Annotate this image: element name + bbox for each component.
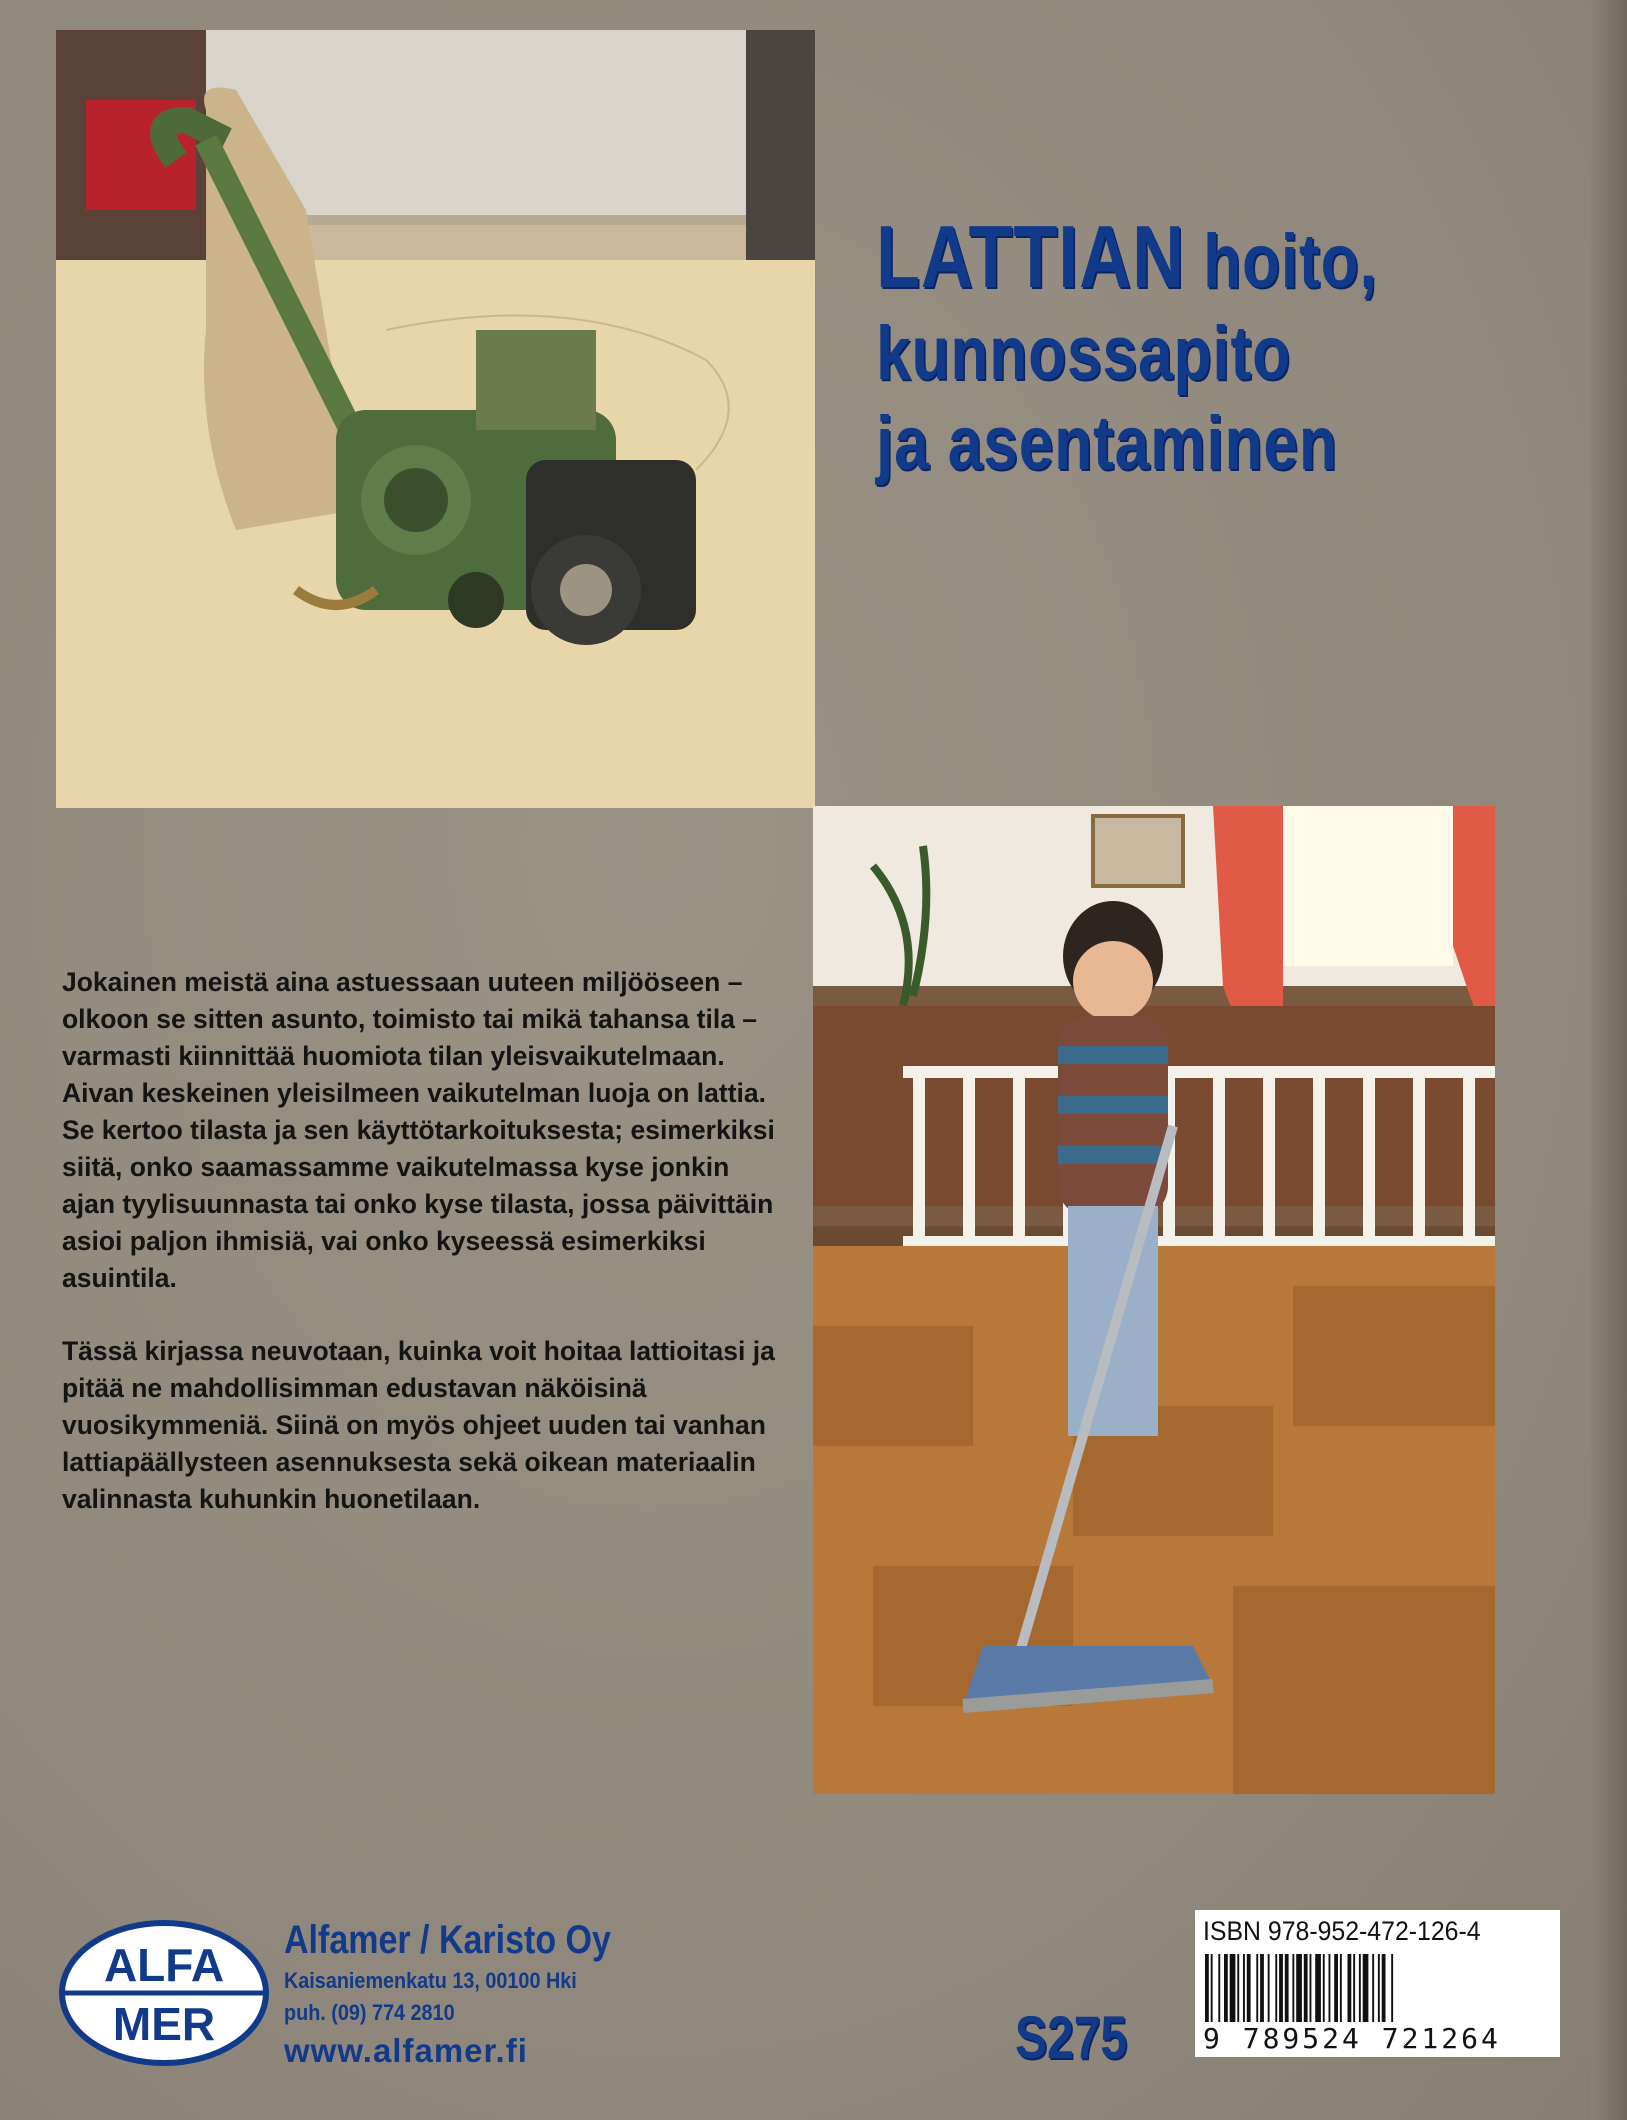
barcode-bar: [1285, 1954, 1289, 2026]
barcode-bar: [1372, 1954, 1374, 2026]
barcode-bar: [1237, 1954, 1239, 2026]
barcode-bar: [1329, 1954, 1331, 2026]
barcode-bar: [1353, 1954, 1355, 2026]
product-code: S275: [1015, 2004, 1128, 2071]
publisher-address: Kaisaniemenkatu 13, 00100 Hki: [284, 1968, 577, 1993]
barcode-bar: [1268, 1954, 1270, 2026]
publisher-text: [284, 1918, 704, 2070]
barcode-bar: [1279, 1954, 1283, 2026]
isbn-label: ISBN 978-952-472-126-4: [1203, 1916, 1481, 1946]
barcode-graphic: [1203, 1954, 1551, 2026]
title-line-1: [876, 205, 1401, 309]
title-line-3: ja asentaminen: [876, 400, 1338, 486]
description-text: [62, 964, 782, 1554]
barcode-bar: [1304, 1954, 1308, 2026]
logo-text-bottom: MER: [112, 1998, 216, 2050]
barcode-bar: [1310, 1954, 1312, 2026]
publisher-name: Alfamer / Karisto Oy: [284, 1918, 611, 1962]
barcode-bar: [1230, 1954, 1236, 2026]
spine-edge: [1591, 0, 1627, 2120]
publisher-website: www.alfamer.fi: [284, 2032, 528, 2069]
barcode-bar: [1243, 1954, 1245, 2026]
barcode-bar: [1205, 1954, 1209, 2026]
description-paragraph-2: Tässä kirjassa neuvotaan, kuinka voit hoitaa lattioitasi ja pitää ne mahdollisimman edustavan näköisinä vuosikymmeniä. Siinä on myös ohjeet uuden tai vanhan lattiapäällysteen asennuksesta sekä oikean materiaalin valinnasta kuhunkin huonetilaan.: [62, 1336, 775, 1514]
barcode-bar: [1292, 1954, 1294, 2026]
barcode-bar: [1211, 1954, 1213, 2026]
title-strong-word: LATTIAN: [876, 207, 1186, 306]
logo-text-top: ALFA: [103, 1939, 225, 1991]
barcode-bar: [1256, 1954, 1258, 2026]
barcode-bar: [1340, 1954, 1342, 2026]
barcode-bar: [1296, 1954, 1302, 2026]
barcode-bar: [1275, 1954, 1277, 2026]
barcode-bar: [1323, 1954, 1325, 2026]
isbn-barcode-block: [1195, 1910, 1560, 2057]
barcode-bar: [1363, 1954, 1369, 2026]
barcode-bar: [1359, 1954, 1361, 2026]
title-line-1-rest: hoito,: [1185, 219, 1378, 304]
barcode-bar: [1247, 1954, 1251, 2026]
barcode-bar: [1348, 1954, 1352, 2026]
alfamer-logo: [58, 1918, 270, 2068]
barcode-bar: [1218, 1954, 1220, 2026]
barcode-bar: [1334, 1954, 1338, 2026]
floor-sander-illustration: [56, 30, 815, 808]
boy-mopping-floor-photo: [813, 806, 1495, 1794]
barcode-digits: 9 789524 721264: [1203, 2022, 1501, 2055]
barcode-bar: [1260, 1954, 1264, 2026]
barcode-bar: [1391, 1954, 1393, 2026]
barcode-bar: [1382, 1954, 1386, 2026]
description-paragraph-1: Jokainen meistä aina astuessaan uuteen miljööseen – olkoon se sitten asunto, toimisto tai mikä tahansa tila – varmasti kiinnittää huomiota tilan yleisvaikutelmaan. Aivan keskeinen yleisilmeen vaikutelman luoja on lattia. Se kertoo tilasta ja sen käyttötarkoituksesta; esimerkiksi siitä, onko saamassamme vaikutelmassa kyse jonkin ajan tyylisuunnasta tai onko kyse tilasta, jossa päivittäin asioi paljon ihmisiä, vai onko kyseessä esimerkiksi asuintila.: [62, 967, 775, 1293]
floor-sander-photo: [56, 30, 815, 808]
boy-mopping-illustration: [813, 806, 1495, 1794]
barcode-bar: [1315, 1954, 1321, 2026]
publisher-phone: puh. (09) 774 2810: [284, 2000, 455, 2025]
barcode-bar: [1378, 1954, 1380, 2026]
book-title: [876, 205, 1401, 488]
title-line-2: kunnossapito: [876, 310, 1291, 396]
barcode-bar: [1224, 1954, 1228, 2026]
